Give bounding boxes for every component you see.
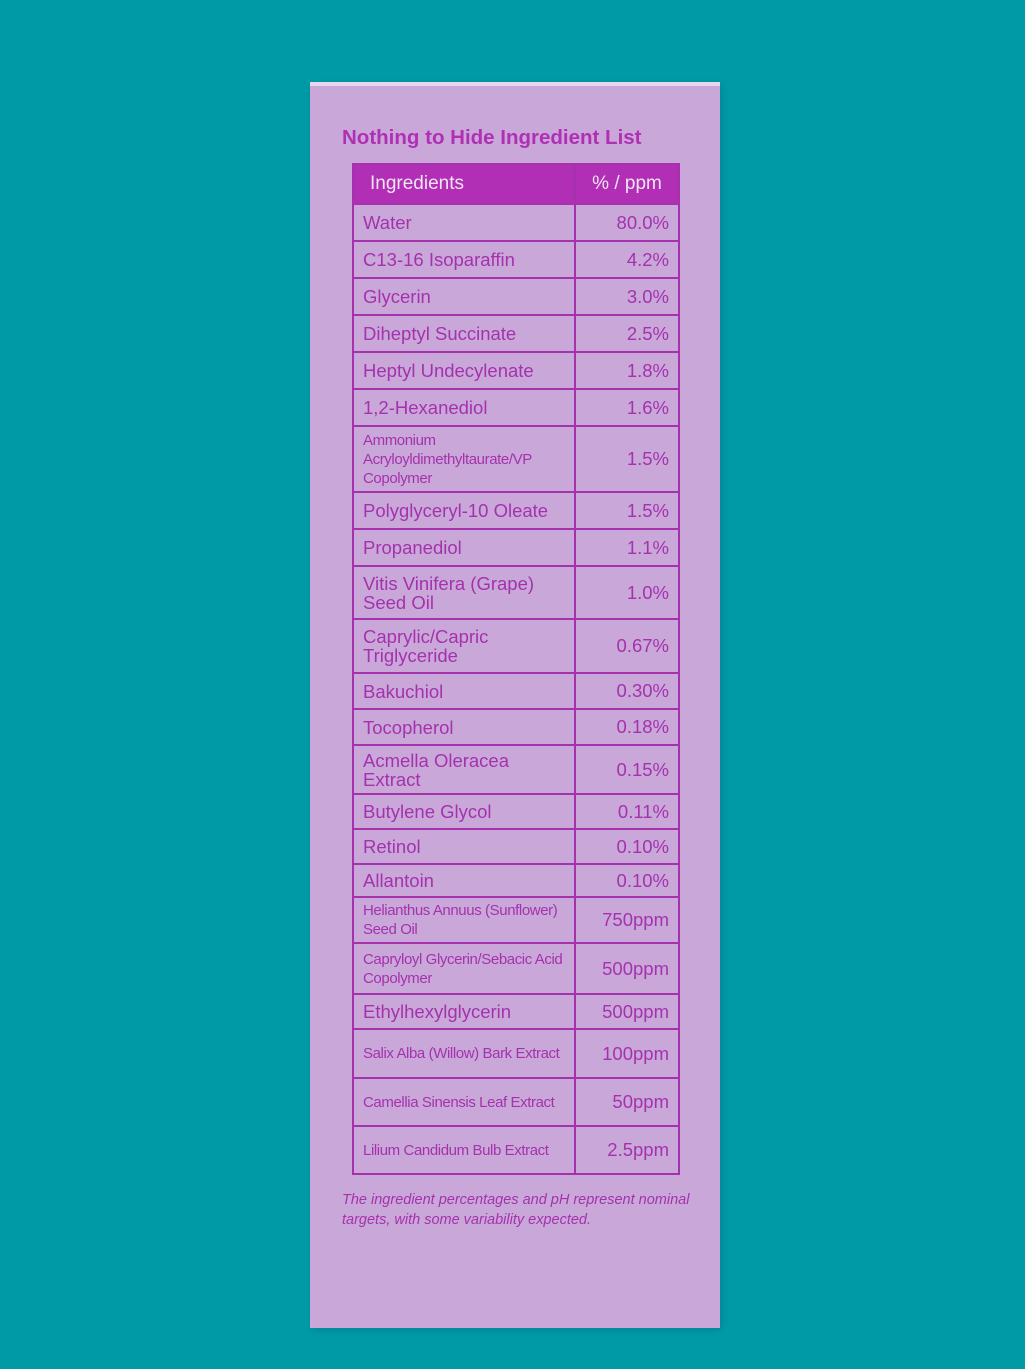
ingredient-name: Vitis Vinifera (Grape) Seed Oil [353,566,575,619]
amount-column-header: % / ppm [575,164,679,204]
ingredient-name: Caprylic/Capric Triglyceride [353,619,575,673]
ingredient-name: Diheptyl Succinate [353,315,575,352]
table-header-row [353,164,679,204]
ingredient-name: Helianthus Annuus (Sunflower) Seed Oil [353,897,575,943]
ingredient-name: C13-16 Isoparaffin [353,241,575,278]
ingredient-name: Propanediol [353,529,575,566]
ingredient-amount: 1.5% [575,492,679,529]
ingredient-amount: 1.6% [575,389,679,426]
table-row [353,204,679,241]
ingredient-name: Salix Alba (Willow) Bark Extract [353,1029,575,1078]
ingredient-amount: 80.0% [575,204,679,241]
table-row [353,278,679,315]
ingredient-name: Acmella Oleracea Extract [353,745,575,794]
ingredient-amount: 3.0% [575,278,679,315]
ingredient-name: Bakuchiol [353,673,575,709]
ingredient-name: Allantoin [353,864,575,897]
table-row [353,794,679,829]
ingredient-name: Water [353,204,575,241]
table-row [353,994,679,1029]
ingredients-column-header: Ingredients [353,164,575,204]
ingredient-name: Polyglyceryl-10 Oleate [353,492,575,529]
table-row [353,897,679,943]
product-box [310,82,720,1328]
table-row [353,566,679,619]
ingredient-amount: 0.18% [575,709,679,745]
table-row [353,241,679,278]
ingredient-amount: 1.8% [575,352,679,389]
table-row [353,864,679,897]
ingredient-name: Ethylhexylglycerin [353,994,575,1029]
table-row [353,352,679,389]
ingredient-amount: 500ppm [575,994,679,1029]
table-row [353,529,679,566]
ingredient-name: Ammonium Acryloyldimethyltaurate/VP Copolymer [353,426,575,492]
ingredient-amount: 750ppm [575,897,679,943]
table-row [353,829,679,864]
ingredient-amount: 4.2% [575,241,679,278]
ingredient-amount: 2.5ppm [575,1126,679,1174]
table-row [353,943,679,994]
table-row [353,745,679,794]
ingredient-amount: 50ppm [575,1078,679,1126]
table-row [353,426,679,492]
disclaimer-footnote: The ingredient percentages and pH represent nominal targets, with some variability expected. [342,1192,690,1228]
table-row [353,673,679,709]
ingredient-amount: 1.0% [575,566,679,619]
table-row [353,709,679,745]
table-row [353,1029,679,1078]
ingredient-amount: 0.30% [575,673,679,709]
ingredient-name: Retinol [353,829,575,864]
ingredient-amount: 0.15% [575,745,679,794]
ingredient-amount: 100ppm [575,1029,679,1078]
ingredient-name: Heptyl Undecylenate [353,352,575,389]
ingredient-name: Camellia Sinensis Leaf Extract [353,1078,575,1126]
ingredient-table [352,163,680,1175]
ingredient-amount: 0.10% [575,864,679,897]
ingredient-amount: 1.1% [575,529,679,566]
ingredient-name: Capryloyl Glycerin/Sebacic Acid Copolymer [353,943,575,994]
ingredient-amount: 0.11% [575,794,679,829]
ingredient-name: Butylene Glycol [353,794,575,829]
table-row [353,619,679,673]
ingredient-amount: 500ppm [575,943,679,994]
ingredient-amount: 0.67% [575,619,679,673]
ingredient-name: 1,2-Hexanediol [353,389,575,426]
table-row [353,389,679,426]
ingredient-list-title: Nothing to Hide Ingredient List [342,126,642,149]
table-row [353,315,679,352]
table-row [353,1126,679,1174]
table-row [353,1078,679,1126]
ingredient-name: Glycerin [353,278,575,315]
ingredient-name: Tocopherol [353,709,575,745]
ingredient-name: Lilium Candidum Bulb Extract [353,1126,575,1174]
ingredient-amount: 2.5% [575,315,679,352]
ingredient-amount: 1.5% [575,426,679,492]
table-row [353,492,679,529]
ingredient-amount: 0.10% [575,829,679,864]
